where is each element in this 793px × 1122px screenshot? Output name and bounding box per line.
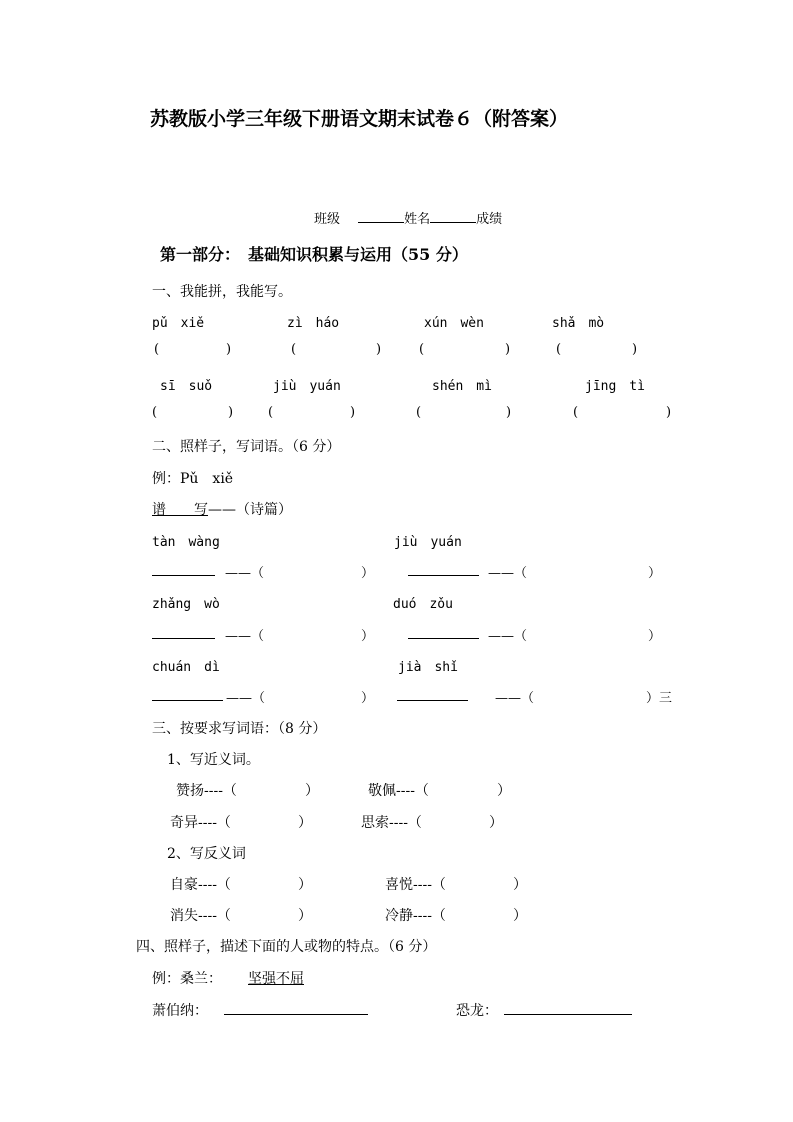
dash-close: ） (361, 629, 375, 644)
dash-open: ——（ (488, 566, 528, 581)
answer-close: ) (505, 342, 511, 357)
synonym-item: 敬佩----（ (368, 783, 429, 799)
item-close: ） (298, 815, 312, 831)
pinyin-item: pǔ xiě (152, 316, 205, 331)
pinyin-item: shǎ mò (552, 316, 605, 331)
pinyin-item: tàn wàng (152, 535, 220, 550)
answer-open: ( (268, 405, 274, 420)
word-answer-field[interactable] (408, 561, 479, 576)
answer-open: ( (419, 342, 425, 357)
antonym-item: 自豪----（ (170, 877, 231, 893)
answer-close: ) (376, 342, 382, 357)
trait-answer-field[interactable] (504, 1000, 632, 1015)
example-label: 例：桑兰： (152, 971, 222, 987)
antonym-item: 冷静----（ (385, 908, 446, 924)
word-answer-field[interactable] (152, 561, 215, 576)
answer-open: ( (152, 405, 158, 420)
antonym-item: 消失----（ (170, 908, 231, 924)
synonym-item: 思索----（ (361, 815, 422, 831)
section-four-heading: 四、照样子，描述下面的人或物的特点。（6 分） (136, 939, 437, 955)
pinyin-item: zhǎng wò (152, 597, 220, 612)
answer-close: ) (632, 342, 638, 357)
synonym-subheading: 1、写近义词。 (167, 752, 260, 768)
dash-close: ） (361, 691, 375, 706)
pinyin-item: jiù yuán (273, 379, 341, 394)
dash-open: ——（ (226, 691, 266, 706)
pinyin-item: chuán dì (152, 660, 220, 675)
item-close: ） (513, 877, 527, 893)
answer-close: ) (506, 405, 512, 420)
name-field[interactable] (430, 208, 476, 223)
example-characters: 谱 写 (152, 502, 208, 518)
synonym-item: 赞扬----（ (176, 783, 237, 799)
dash-close: ） (361, 566, 375, 581)
section-three-heading: 三、按要求写词语：（8 分） (152, 721, 327, 737)
item-close: ） (298, 908, 312, 924)
part-one-heading: 第一部分： 基础知识积累与运用（55 分） (160, 245, 468, 264)
dash-open: ——（ (225, 629, 265, 644)
section-two-heading: 二、照样子，写词语。（6 分） (152, 439, 341, 455)
dash-open: ——（ (495, 691, 535, 706)
pinyin-item: shén mì (432, 379, 492, 394)
item-label: 萧伯纳： (152, 1003, 208, 1019)
pinyin-item: jiù yuán (394, 535, 462, 550)
section-one-heading: 一、我能拼，我能写。 (152, 284, 292, 300)
pinyin-item: sī suǒ (160, 379, 213, 394)
item-close: ） (489, 815, 503, 831)
dash-close-tail: ）三 (646, 691, 673, 706)
dash-open: ——（ (225, 566, 265, 581)
example-line (152, 499, 292, 519)
item-close: ） (513, 908, 527, 924)
item-close: ） (298, 877, 312, 893)
antonym-item: 喜悦----（ (385, 877, 446, 893)
word-answer-field[interactable] (152, 686, 223, 701)
word-answer-field[interactable] (152, 624, 215, 639)
dash-open: ——（ (488, 629, 528, 644)
pinyin-item: duó zǒu (393, 597, 453, 612)
student-info-line (314, 208, 502, 227)
pinyin-item: jià shǐ (398, 660, 458, 675)
pinyin-item: xún wèn (424, 316, 484, 331)
answer-open: ( (154, 342, 160, 357)
answer-open: ( (556, 342, 562, 357)
dash-close: ） (648, 629, 662, 644)
example-pinyin: 例：Pǔ xiě (152, 471, 234, 487)
item-label: 恐龙： (456, 1003, 498, 1019)
answer-close: ) (226, 342, 232, 357)
antonym-subheading: 2、写反义词 (167, 846, 246, 862)
page-title: 苏教版小学三年级下册语文期末试卷６（附答案） (150, 108, 569, 130)
word-answer-field[interactable] (408, 624, 479, 639)
example-answer: 坚强不屈 (248, 971, 304, 987)
trait-answer-field[interactable] (224, 1000, 368, 1015)
answer-open: ( (573, 405, 579, 420)
dash-close: ） (648, 566, 662, 581)
answer-close: ) (228, 405, 234, 420)
example-result: ——（诗篇） (208, 502, 292, 518)
pinyin-item: jīng tì (585, 379, 645, 394)
answer-open: ( (291, 342, 297, 357)
answer-close: ) (666, 405, 672, 420)
synonym-item: 奇异----（ (170, 815, 231, 831)
answer-close: ) (350, 405, 356, 420)
pinyin-item: zì háo (287, 316, 340, 331)
name-label: 姓名 (404, 212, 431, 227)
score-label: 成绩 (476, 212, 503, 227)
class-field[interactable] (358, 208, 404, 223)
class-label: 班级 (314, 212, 341, 227)
word-answer-field[interactable] (397, 686, 468, 701)
item-close: ） (497, 783, 511, 799)
item-close: ） (305, 783, 319, 799)
answer-open: ( (416, 405, 422, 420)
